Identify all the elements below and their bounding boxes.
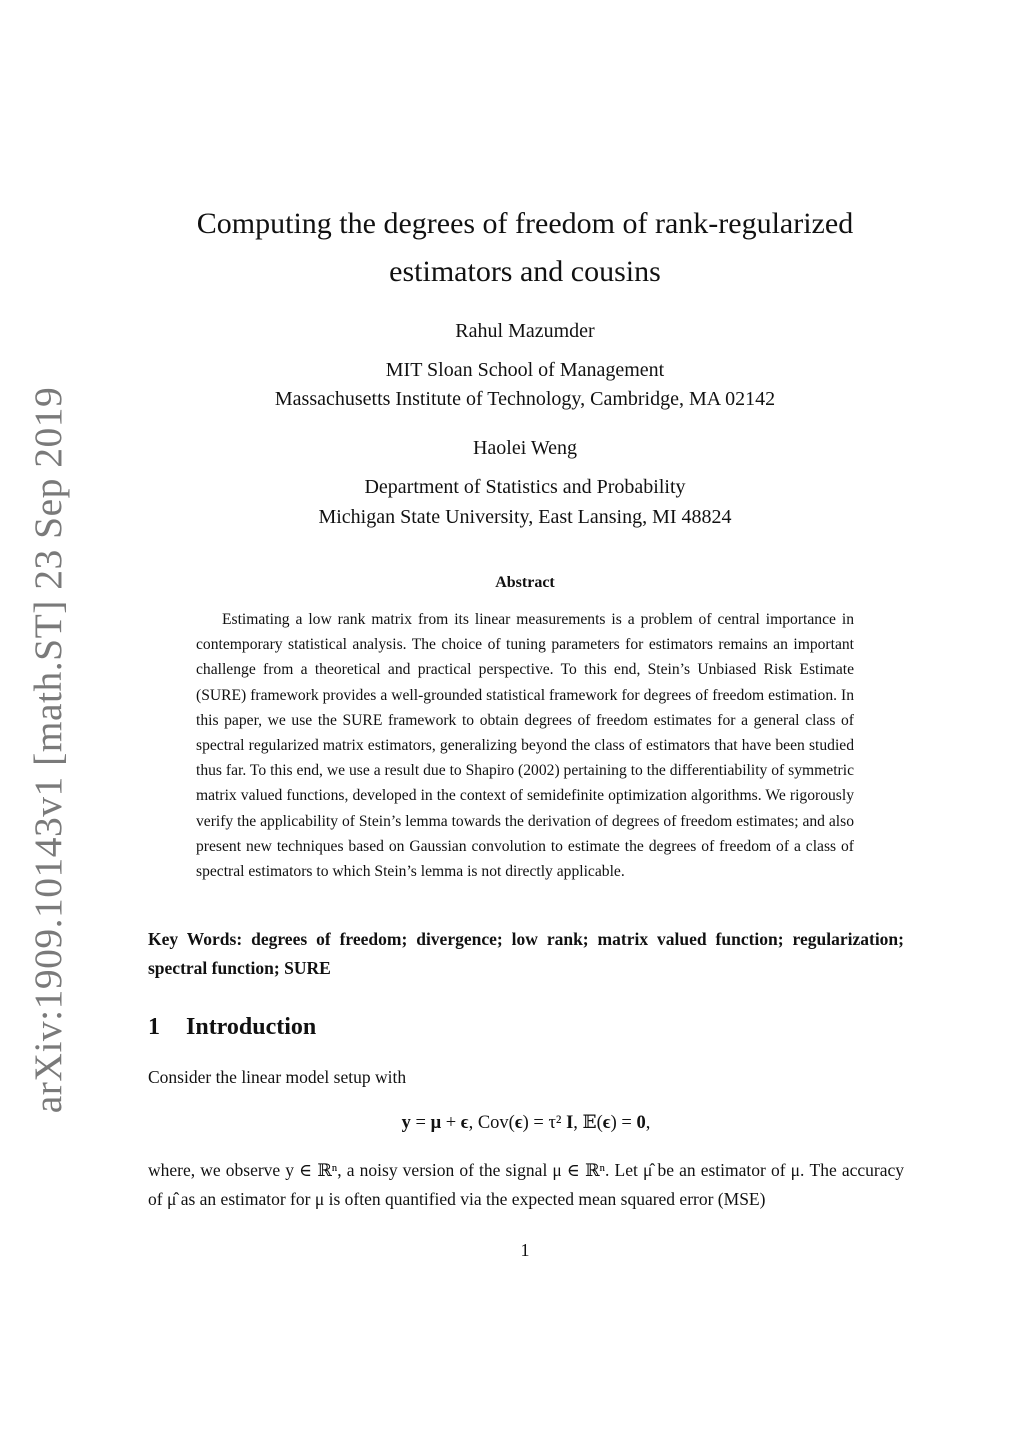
author-affiliation: Michigan State University, East Lansing, MI 48824 — [318, 506, 732, 528]
page-number: 1 — [520, 1240, 530, 1260]
author-name: Haolei Weng — [472, 437, 578, 459]
display-equation — [148, 1112, 904, 1134]
eq-part: , Cov( — [468, 1113, 515, 1133]
title-line-1: Computing the degrees of freedom of rank-regularized — [196, 207, 854, 240]
eq-part: ) = τ² — [522, 1113, 567, 1133]
eq-epsilon: ϵ — [602, 1113, 611, 1133]
eq-epsilon: ϵ — [514, 1113, 523, 1133]
eq-identity: I — [566, 1113, 574, 1133]
abstract-text: Estimating a low rank matrix from its linear measurements is a problem of central importance in contemporary statistical analysis. The choice of tuning parameters for estimators remains an important challenge from a theoretical and practical perspective. To this end, Stein’s Unbiased Risk Estimate (SURE) framework provides a well-grounded statistical framework for degrees of freedom estimation. In this paper, we use the SURE framework to obtain degrees of freedom estimates for a general class of spectral regularized matrix estimators, generalizing beyond the class of estimators that have been studied thus far. To this end, we use a result due to Shapiro (2002) pertaining to the differentiability of symmetric matrix valued functions, developed in the context of semidefinite optimization algorithms. We rigorously verify the applicability of Stein’s lemma towards the derivation of degrees of freedom estimates; and also present new techniques based on Gaussian convolution to estimate the degrees of freedom of a class of spectral estimators to which Stein’s lemma is not directly applicable. — [196, 611, 854, 881]
eq-epsilon: ϵ — [460, 1113, 469, 1133]
eq-part: ) = — [610, 1113, 637, 1133]
author-affiliation: Department of Statistics and Probability — [364, 476, 686, 498]
author-name: Rahul Mazumder — [455, 320, 595, 342]
eq-mu: μ — [430, 1113, 442, 1133]
title-line-2: estimators and cousins — [389, 255, 661, 288]
eq-zero: 0 — [636, 1113, 646, 1133]
eq-part: , 𝔼( — [573, 1113, 603, 1133]
eq-part: , — [645, 1113, 651, 1133]
keywords: Key Words: degrees of freedom; divergence; low rank; matrix valued function; regularization; spectral function; SURE — [148, 929, 904, 978]
section-title: Introduction — [186, 1014, 317, 1040]
abstract-heading: Abstract — [495, 574, 555, 591]
arxiv-identifier[interactable]: arXiv:1909.10143v1 [math.ST] 23 Sep 2019 — [26, 386, 70, 1114]
eq-part: + — [441, 1113, 461, 1133]
eq-part: = — [410, 1113, 431, 1133]
author-affiliation: Massachusetts Institute of Technology, Cambridge, MA 02142 — [274, 388, 776, 410]
section-number: 1 — [148, 1014, 160, 1040]
paper-title — [140, 200, 910, 296]
author-affiliation: MIT Sloan School of Management — [385, 359, 665, 381]
section-heading — [148, 1014, 316, 1041]
body-paragraph: Consider the linear model setup with — [148, 1067, 407, 1087]
body-paragraph: where, we observe y ∈ ℝⁿ, a noisy version of the signal μ ∈ ℝⁿ. Let μ̂ be an estimator of μ. The accuracy of μ̂ as an estimator for μ is often quantified via the expected mean squared error (MSE) — [148, 1160, 904, 1209]
eq-y: y — [401, 1113, 411, 1133]
